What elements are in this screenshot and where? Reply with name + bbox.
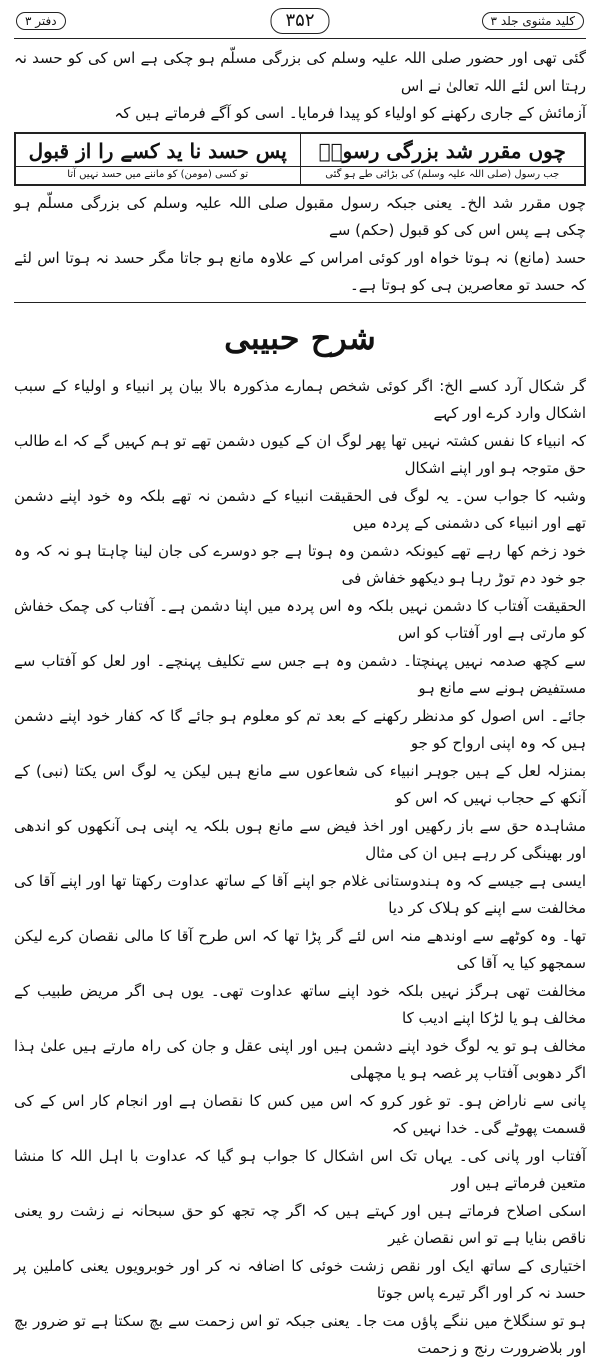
text-line: اسکی اصلاح فرماتے ہیں اور کہتے ہیں کہ اگر چہ تجھ کو حق سبحانہ نے زشت رو یعنی ناقص بنایا ہے تو اس نقصان غیر xyxy=(14,1201,586,1247)
verse-left-translation: تو کسی (مومن) کو ماننے میں حسد نہیں آتا xyxy=(16,166,300,182)
text-line: ہو تو سنگلاخ میں ننگے پاؤں مت جا۔ یعنی جبکہ تو اس زحمت سے بچ سکتا ہے تو ضرور بچ اور بلاضرورت رنج و زحمت xyxy=(14,1311,586,1357)
page-header xyxy=(14,8,586,39)
text-line: آزمائش کے جاری رکھنے کو اولیاء کو پیدا فرمایا۔ اسی کو آگے فرماتے ہیں کہ xyxy=(114,104,586,122)
text-line: بمنزلہ لعل کے ہیں جوہر انبیاء کی شعاعوں سے مانع ہیں لیکن یہ لوگ اس یکتا (نبی) کے آنکھ کے حجاب نہیں کہ اس کو xyxy=(14,761,586,807)
text-line: ایسی ہے جیسے کہ وہ ہندوستانی غلام جو اپنے آقا کے ساتھ عداوت رکھتا تھا اور اپنے آقا کی مخالفت سے اپنے کو ہلاک کر دیا xyxy=(14,871,586,917)
text-line: کہ انبیاء کا نفس کشتہ نہیں تھا پھر لوگ ان کے کیوں دشمن تھے تو ہم کہیں گے کہ اے طالب حق متوجہ ہو اور اپنے اشکال xyxy=(14,431,586,477)
verse-box xyxy=(14,132,586,186)
text-line: تھا۔ وہ کوٹھے سے اوندھے منہ اس لئے گر پڑا تھا کہ اس طرح آقا کا مالی نقصان کرے لیکن سمجھو کیا یہ آقا کی xyxy=(14,926,586,972)
text-line: اختیاری کے ساتھ ایک اور نقص زشت خوئی کا اضافہ نہ کر اور خوبرویوں یعنی کاملین پر حسد نہ کر اور اگر تیرے پاس جوتا xyxy=(14,1256,586,1302)
text-line: گئی تھی اور حضور صلی اللہ علیہ وسلم کی بزرگی مسلّم ہو چکی ہے اس کی کو حسد نہ رہتا اس لئے اللہ تعالیٰ نے اس xyxy=(14,49,586,95)
text-line: جائے۔ اس اصول کو مدنظر رکھنے کے بعد تم کو معلوم ہو جائے گا کہ کفار خود اپنے دشمن ہیں کہ وہ اپنی ارواح کو جو xyxy=(14,706,586,752)
verse-left-line: پس حسد نا ید کسے را از قبول xyxy=(28,138,287,163)
text-line: مشاہدہ حق سے باز رکھیں اور اخذ فیض سے مانع ہوں بلکہ یہ اپنی ہی آنکھوں کو اندھی اور بھینگی کر رہے ہیں ان کی مثال xyxy=(14,816,586,862)
text-line: حسد (مانع) نہ ہوتا خواہ اور کوئی امراس کے علاوہ مانع ہو جاتا مگر حسد نہ ہوتا اس لئے کہ حسد تو معاصرین ہی کو ہوتا ہے۔ xyxy=(14,248,586,294)
text-line: گر شکال آرد کسے الخ: اگر کوئی شخص ہمارے مذکورہ بالا بیان پر انبیاء و اولیاء کے سبب اشکال وارد کرے اور کہے xyxy=(14,376,586,422)
section-title: شرح حبیبی xyxy=(224,318,376,357)
text-line: مخالف ہو تو یہ لوگ خود اپنے دشمن ہیں اور اپنی عقل و جان کی راہ مارتے ہیں علیٰ ہذا اگر دھوبی آفتاب پر غصہ ہو یا مچھلی xyxy=(14,1036,586,1082)
text-line: چوں مقرر شد الخ۔ یعنی جبکہ رسول مقبول صلی اللہ علیہ وسلم کی بزرگی مسلّم ہو چکی ہے پس اس کی کو قبول (حکم) سے xyxy=(14,193,586,239)
text-line: مخالفت تھی ہرگز نہیں بلکہ خود اپنے ساتھ عداوت تھی۔ یوں ہی اگر مریض طبیب کے مخالف ہو یا لڑکا اپنے ادیب کا xyxy=(14,981,586,1027)
book-page xyxy=(14,8,586,1357)
page-number: ۳۵۲ xyxy=(270,8,329,34)
verse-right-line: چوں مقرر شد بزرگی رسولؐ xyxy=(318,138,566,163)
text-line: سے کچھ صدمہ نہیں پہنچتا۔ دشمن وہ ہے جس سے تکلیف پہنچے۔ اور لعل کو آفتاب سے مستفیض ہونے سے مانع ہو xyxy=(14,651,586,697)
verse-right-cell xyxy=(300,133,585,185)
verse-right-translation: جب رسول (صلی اللہ علیہ وسلم) کی بڑائی طے ہو گئی xyxy=(301,166,585,182)
intro-paragraph xyxy=(14,45,586,128)
book-title: کلید مثنوی جلد ۳ xyxy=(482,12,584,30)
commentary-body xyxy=(14,373,586,1363)
text-line: پانی سے ناراض ہو۔ تو غور کرو کہ اس میں کس کا نقصان ہے اور انجام کار اس کے کی قسمت پھوٹے گی۔ خدا نہیں کہ xyxy=(14,1091,586,1137)
explanation-paragraph xyxy=(14,190,586,300)
text-line: وشبہ کا جواب سن۔ یہ لوگ فی الحقیقت انبیاء کے دشمن نہ تھے بلکہ وہ خود اپنے دشمن تھے اور انبیاء کی دشمنی کے پردہ میں xyxy=(14,486,586,532)
text-line: الحقیقت آفتاب کا دشمن نہیں بلکہ وہ اس پردہ میں اپنا دشمن ہے۔ آفتاب کی چمک خفاش کو مارتی ہے اور آفتاب کو اس xyxy=(14,596,586,642)
text-line: خود زخم کھا رہے تھے کیونکہ دشمن وہ ہوتا ہے جو دوسرے کی جان لینا چاہتا ہو نہ کہ وہ جو خود دم توڑ رہا ہو دیکھو خفاش فی xyxy=(14,541,586,587)
text-line: آفتاب اور پانی کی۔ یہاں تک اس اشکال کا جواب ہو گیا کہ عداوت با اہل اللہ کا منشا متعین فرماتے ہیں اور xyxy=(14,1146,586,1192)
verse-left-cell xyxy=(15,133,300,185)
volume-label: دفتر ۳ xyxy=(16,12,66,30)
